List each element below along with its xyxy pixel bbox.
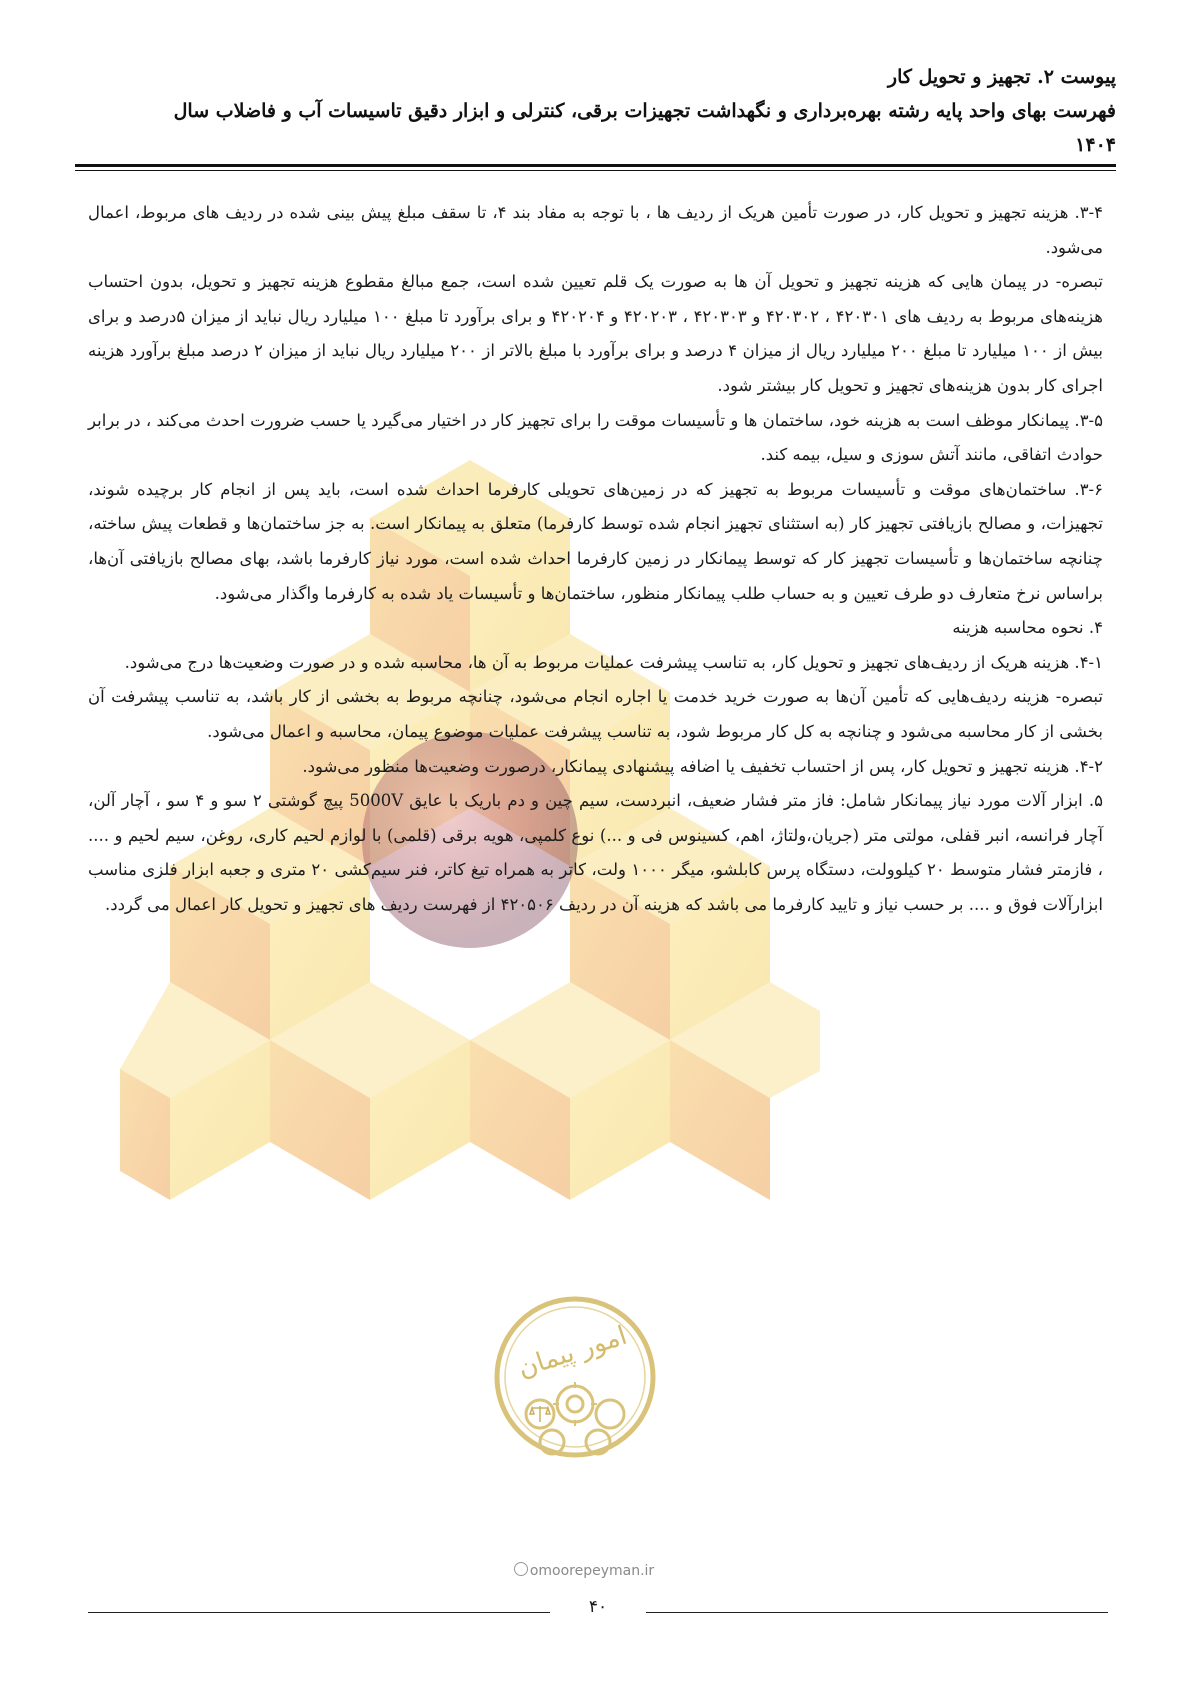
footer-rule-right [646,1612,1108,1613]
omoore-peyman-logo [490,1292,660,1522]
header-year: ۱۴۰۴ [1075,134,1116,156]
body-text [88,196,1103,922]
footer-rule-left [88,1612,550,1613]
header-document-title: فهرست بهای واحد پایه رشته بهره‌برداری و نگهداشت تجهیزات برقی، کنترلی و ابزار دقیق تاسیسات آب و فاضلاب سال [173,100,1116,122]
clause-5: ۵. ابزار آلات مورد نیاز پیمانکار شامل: فاز متر فشار ضعیف، انبردست، سیم چین و دم باریک با عایق 5000V پیچ گوشتی ۲ سو و ۴ سو ، آچار آلن، آچار فرانسه، انبر قفلی، مولتی متر (جریان،ولتاژ، اهم، کسینوس فی و ...) نوع کلمپی، هویه برقی (قلمی) با لوازم لحیم کاری، روغن، سیم لحیم و .... ، فازمتر فشار متوسط ۲۰ کیلوولت، دستگاه پرس کابلشو، میگر ۱۰۰۰ ولت، کاتر به همراه تیغ کاتر، فنر سیم‌کشی ۲۰ متری و جعبه ابزار فلزی مناسب ابزارآلات فوق و .... بر حسب نیاز و تایید کارفرما می باشد که هزینه آن در ردیف ۴۲۰۵۰۶ از فهرست ردیف های تجهیز و تحویل کار اعمال می گردد. [88,791,1103,914]
clause-3-4: ۳-۴. هزینه تجهیز و تحویل کار، در صورت تأمین هریک از ردیف ها ، با توجه به مفاد بند ۴، تا سقف مبلغ پیش بینی شده در ردیف های مربوط، اعمال می‌شود. [88,203,1104,257]
site-url-text: omoorepeyman.ir [529,1563,655,1579]
clause-3-6: ۳-۶. ساختمان‌های موقت و تأسیسات مربوط به تجهیز که در زمین‌های تحویلی کارفرما احداث شده است، باید پس از انجام کار برچیده شوند، تجهیزات، و مصالح بازیافتی تجهیز کار (به استثنای تجهیز انجام شده توسط کارفرما) متعلق به پیمانکار است. به جز ساختمان‌ها و قطعات پیش ساخته، چنانچه ساختمان‌ها و تأسیسات تجهیز کار که توسط پیمانکار در زمین کارفرما احداث شده است، مورد نیاز کارفرما باشد، بهای مصالح بازیافتی آن‌ها، براساس نرخ متعارف دو طرف تعیین و به حساب طلب پیمانکار منظور، ساختمان‌ها و تأسیسات یاد شده به کارفرما واگذار می‌شود. [88,479,1103,603]
header-rule-thin [75,170,1116,171]
page-number: ۴۰ [588,1597,608,1617]
site-url [484,1562,684,1579]
header-rule-thick [75,164,1116,167]
at-icon [514,1562,528,1576]
note-3-4: تبصره- در پیمان هایی که هزینه تجهیز و تحویل آن ها به صورت یک قلم تعیین شده است، جمع مبالغ مقطوع هزینه تجهیز و تحویل، بدون احتساب هزینه‌های مربوط به ردیف های ۴۲۰۳۰۱ ، ۴۲۰۳۰۲ و ۴۲۰۳۰۳ ، ۴۲۰۲۰۳ و ۴۲۰۲۰۴ و برای برآورد تا مبلغ ۱۰۰ میلیارد ریال نباید از میزان ۵درصد و برای بیش از ۱۰۰ میلیارد تا مبلغ ۲۰۰ میلیارد ریال از میزان ۴ درصد و برای برآورد با مبلغ بالاتر از ۲۰۰ میلیارد ریال نباید از میزان ۲ درصد مبلغ برآورد هزینه اجرای کار بدون هزینه‌های تجهیز و تحویل کار بیشتر شود. [88,272,1103,395]
clause-4-1: ۴-۱. هزینه هریک از ردیف‌های تجهیز و تحویل کار، به تناسب پیشرفت عملیات مربوط به آن ها، محاسبه شده و در صورت وضعیت‌ها درج می‌شود. [124,652,1103,672]
clause-4-2: ۴-۲. هزینه تجهیز و تحویل کار، پس از احتساب تخفیف یا اضافه پیشنهادی پیمانکار، درصورت وضعیت‌ها منظور می‌شود. [302,756,1103,776]
clause-3-5: ۳-۵. پیمانکار موظف است به هزینه خود، ساختمان ها و تأسیسات موقت را برای تجهیز کار در اختیار می‌گیرد یا حسب ضرورت احدث می‌کند ، در برابر حوادث اتفاقی، مانند آتش سوزی و سیل، بیمه کند. [88,410,1103,465]
header-appendix-title: پیوست ۲. تجهیز و تحویل کار [887,66,1116,88]
page-header [75,60,1116,162]
section-4-heading: ۴. نحوه محاسبه هزینه [952,618,1103,638]
logo-text: امور پیمان [514,1320,631,1385]
note-4-1: تبصره- هزینه ردیف‌هایی که تأمین آن‌ها به صورت خرید خدمت یا اجاره انجام می‌شود، چنانچه مربوط به بخشی از کار باشد، به تناسب پیشرفت آن بخشی از کار محاسبه می‌شود و چنانچه به کل کار مربوط شود، به تناسب پیشرفت عملیات موضوع پیمان، محاسبه و اعمال می‌شود. [88,687,1103,741]
